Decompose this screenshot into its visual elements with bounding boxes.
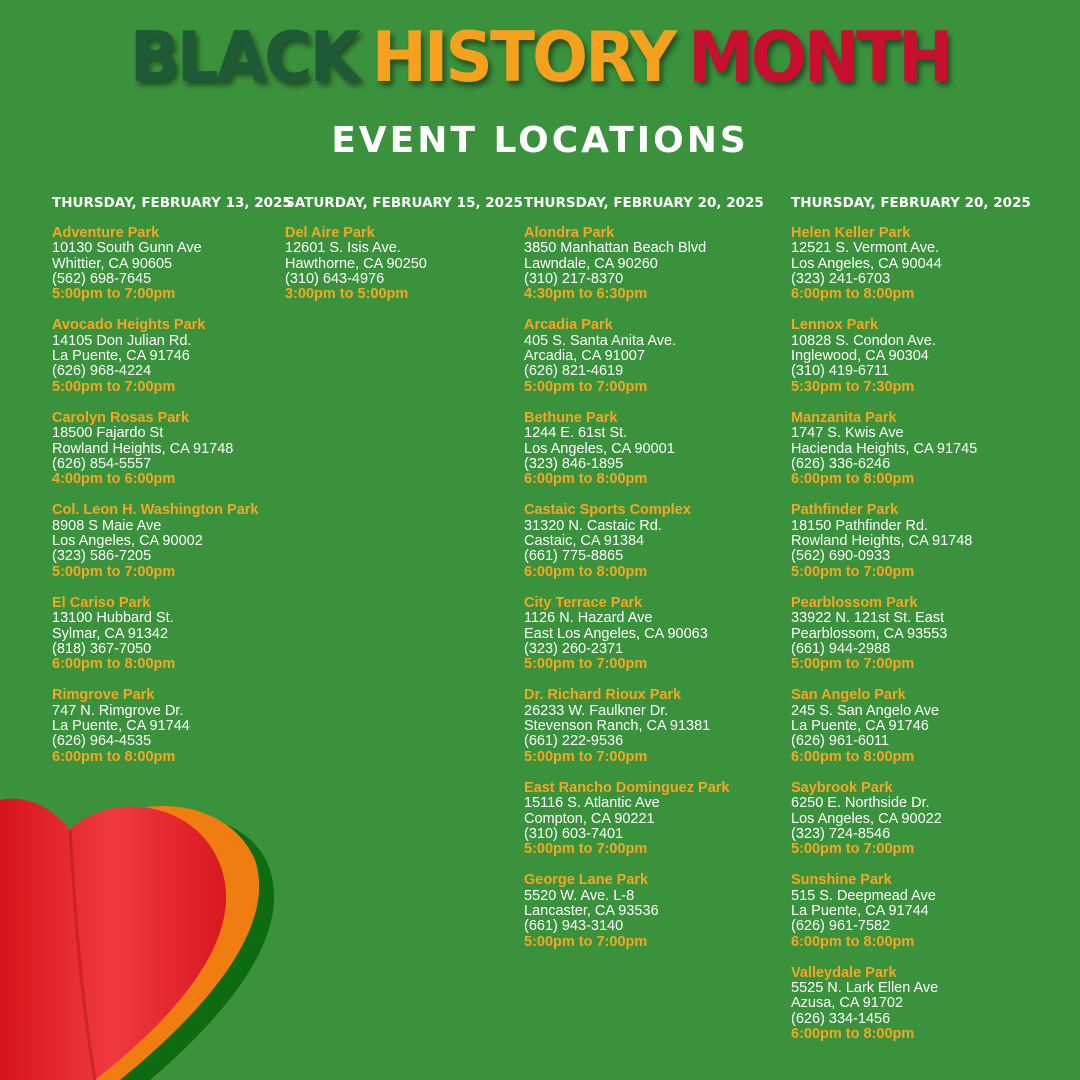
location-entry [524, 226, 764, 302]
location-entry [791, 966, 1031, 1042]
park-phone: (661) 222-9536 [524, 733, 624, 750]
schedule-column-1 [52, 194, 292, 781]
park-name: Manzanita Park [791, 409, 897, 426]
park-name: Rimgrove Park [52, 687, 155, 704]
park-address: 15116 S. Atlantic Ave [524, 795, 660, 812]
location-entry [791, 873, 1031, 949]
park-address: 10130 South Gunn Ave [52, 240, 202, 257]
park-name: Sunshine Park [791, 872, 892, 889]
park-name: Pearblossom Park [791, 594, 918, 611]
park-address: 245 S. San Angelo Ave [791, 702, 940, 719]
park-phone: (323) 241-6703 [791, 270, 891, 287]
park-name: Col. Leon H. Washington Park [52, 502, 259, 519]
location-entry [524, 411, 764, 487]
park-name: San Angelo Park [791, 687, 906, 704]
column-date-heading: THURSDAY, FEBRUARY 20, 2025 [791, 195, 1031, 211]
event-time: 5:00pm to 7:00pm [524, 748, 648, 765]
park-city: Whittier, CA 90605 [52, 255, 173, 272]
event-time: 6:00pm to 8:00pm [791, 1026, 915, 1043]
park-name: Dr. Richard Rioux Park [524, 687, 682, 704]
location-entry [791, 318, 1031, 394]
title-word-month: MONTH [688, 17, 951, 98]
park-phone: (626) 964-4535 [52, 733, 152, 750]
location-entry [52, 503, 292, 579]
park-phone: (661) 775-8865 [524, 548, 624, 565]
park-name: Del Aire Park [285, 225, 375, 241]
park-city: Los Angeles, CA 90001 [524, 440, 675, 457]
park-address: 33922 N. 121st St. East [791, 610, 945, 627]
park-address: 26233 W. Faulkner Dr. [524, 702, 669, 719]
title-word-black: BLACK [129, 17, 358, 98]
event-time: 5:00pm to 7:00pm [791, 841, 915, 858]
park-address: 18500 Fajardo St [52, 425, 164, 442]
event-time: 4:00pm to 6:00pm [52, 471, 176, 488]
park-phone: (310) 643-4976 [285, 270, 385, 287]
schedule-column-4 [791, 194, 1031, 1058]
park-phone: (818) 367-7050 [52, 640, 152, 657]
park-city: Castaic, CA 91384 [524, 533, 645, 550]
event-time: 6:00pm to 8:00pm [791, 471, 915, 488]
event-time: 5:00pm to 7:00pm [791, 563, 915, 580]
location-entry [524, 503, 764, 579]
page-subtitle: EVENT LOCATIONS [331, 120, 749, 161]
park-address: 31320 N. Castaic Rd. [524, 517, 662, 534]
park-city: East Los Angeles, CA 90063 [524, 625, 708, 642]
park-city: Los Angeles, CA 90022 [791, 810, 942, 827]
event-time: 5:00pm to 7:00pm [524, 841, 648, 858]
park-address: 405 S. Santa Anita Ave. [524, 332, 677, 349]
park-city: Pearblossom, CA 93553 [791, 625, 948, 642]
event-time: 5:30pm to 7:30pm [791, 378, 915, 395]
location-entry [524, 688, 764, 764]
event-time: 6:00pm to 8:00pm [52, 748, 176, 765]
park-city: Hacienda Heights, CA 91745 [791, 440, 978, 457]
park-phone: (323) 724-8546 [791, 825, 891, 842]
event-time: 5:00pm to 7:00pm [524, 933, 648, 950]
park-phone: (661) 944-2988 [791, 640, 891, 657]
location-entry [791, 781, 1031, 857]
park-city: La Puente, CA 91744 [52, 718, 190, 735]
park-name: Pathfinder Park [791, 502, 899, 519]
park-name: Valleydale Park [791, 964, 897, 981]
park-city: Rowland Heights, CA 91748 [52, 440, 234, 457]
park-phone: (323) 260-2371 [524, 640, 624, 657]
location-entry [791, 226, 1031, 302]
park-phone: (626) 854-5557 [52, 455, 152, 472]
park-city: Arcadia, CA 91007 [524, 348, 645, 365]
park-name: Castaic Sports Complex [524, 502, 691, 519]
park-name: George Lane Park [524, 872, 649, 889]
event-time: 4:30pm to 6:30pm [524, 286, 648, 303]
park-address: 12521 S. Vermont Ave. [791, 240, 940, 257]
park-name: Arcadia Park [524, 317, 613, 334]
park-address: 14105 Don Julian Rd. [52, 332, 192, 349]
event-time: 5:00pm to 7:00pm [524, 378, 648, 395]
event-time: 6:00pm to 8:00pm [52, 656, 176, 673]
park-address: 12601 S. Isis Ave. [285, 240, 401, 257]
park-name: East Rancho Dominguez Park [524, 779, 730, 796]
schedule-column-3 [524, 194, 764, 966]
location-entry [791, 596, 1031, 672]
park-phone: (626) 821-4619 [524, 363, 624, 380]
park-address: 1126 N. Hazard Ave [524, 610, 653, 627]
column-date-heading: THURSDAY, FEBRUARY 13, 2025 [52, 195, 292, 211]
title-word-history: HISTORY [371, 17, 675, 98]
event-time: 3:00pm to 5:00pm [285, 286, 409, 303]
event-time: 6:00pm to 8:00pm [524, 563, 648, 580]
park-address: 1747 S. Kwis Ave [791, 425, 904, 442]
park-address: 18150 Pathfinder Rd. [791, 517, 929, 534]
event-time: 5:00pm to 7:00pm [52, 378, 176, 395]
event-time: 5:00pm to 7:00pm [52, 286, 176, 303]
park-address: 515 S. Deepmead Ave [791, 887, 936, 904]
park-city: Compton, CA 90221 [524, 810, 655, 827]
park-phone: (626) 968-4224 [52, 363, 152, 380]
column-date-heading: THURSDAY, FEBRUARY 20, 2025 [524, 195, 764, 211]
location-entry [791, 503, 1031, 579]
park-name: Avocado Heights Park [52, 317, 206, 334]
park-phone: (626) 961-6011 [791, 733, 890, 750]
park-phone: (562) 690-0933 [791, 548, 891, 565]
park-phone: (310) 419-6711 [791, 363, 890, 380]
park-address: 10828 S. Condon Ave. [791, 332, 936, 349]
location-entry [524, 596, 764, 672]
location-entry [285, 226, 523, 302]
location-entry [791, 688, 1031, 764]
park-address: 1244 E. 61st St. [524, 425, 628, 442]
park-city: Lancaster, CA 93536 [524, 902, 659, 919]
page-title [0, 16, 1080, 100]
event-time: 6:00pm to 8:00pm [524, 471, 648, 488]
event-time: 6:00pm to 8:00pm [791, 933, 915, 950]
park-name: Adventure Park [52, 225, 160, 241]
park-city: Los Angeles, CA 90002 [52, 533, 203, 550]
location-entry [52, 318, 292, 394]
event-time: 6:00pm to 8:00pm [791, 286, 915, 303]
event-time: 5:00pm to 7:00pm [52, 563, 176, 580]
park-phone: (310) 217-8370 [524, 270, 624, 287]
location-entry [524, 873, 764, 949]
park-address: 5525 N. Lark Ellen Ave [791, 980, 939, 997]
location-entry [52, 411, 292, 487]
park-address: 13100 Hubbard St. [52, 610, 174, 627]
park-phone: (626) 336-6246 [791, 455, 891, 472]
park-phone: (626) 961-7582 [791, 918, 891, 935]
park-address: 747 N. Rimgrove Dr. [52, 702, 184, 719]
park-city: Rowland Heights, CA 91748 [791, 533, 973, 550]
park-name: Lennox Park [791, 317, 879, 334]
park-address: 6250 E. Northside Dr. [791, 795, 930, 812]
park-city: Stevenson Ranch, CA 91381 [524, 718, 711, 735]
park-name: Alondra Park [524, 225, 615, 241]
event-time: 6:00pm to 8:00pm [791, 748, 915, 765]
park-phone: (626) 334-1456 [791, 1010, 891, 1027]
park-city: Los Angeles, CA 90044 [791, 255, 942, 272]
park-city: Sylmar, CA 91342 [52, 625, 169, 642]
park-phone: (562) 698-7645 [52, 270, 152, 287]
park-phone: (310) 603-7401 [524, 825, 624, 842]
park-address: 5520 W. Ave. L-8 [524, 887, 635, 904]
location-entry [524, 318, 764, 394]
park-city: La Puente, CA 91746 [52, 348, 190, 365]
park-address: 8908 S Maie Ave [52, 517, 162, 534]
location-entry [52, 688, 292, 764]
park-city: Hawthorne, CA 90250 [285, 255, 427, 272]
park-name: Bethune Park [524, 409, 618, 426]
event-time: 5:00pm to 7:00pm [791, 656, 915, 673]
location-entry [52, 596, 292, 672]
park-name: City Terrace Park [524, 594, 643, 611]
park-city: Lawndale, CA 90260 [524, 255, 658, 272]
location-entry [524, 781, 764, 857]
event-time: 5:00pm to 7:00pm [524, 656, 648, 673]
park-name: Helen Keller Park [791, 225, 911, 241]
park-address: 3850 Manhattan Beach Blvd [524, 240, 707, 257]
park-phone: (661) 943-3140 [524, 918, 624, 935]
park-name: El Cariso Park [52, 594, 151, 611]
park-phone: (323) 846-1895 [524, 455, 624, 472]
park-city: Inglewood, CA 90304 [791, 348, 929, 365]
park-phone: (323) 586-7205 [52, 548, 152, 565]
park-name: Saybrook Park [791, 779, 893, 796]
park-city: Azusa, CA 91702 [791, 995, 904, 1012]
heart-decoration-icon [0, 790, 300, 1080]
park-city: La Puente, CA 91746 [791, 718, 929, 735]
location-entry [52, 226, 292, 302]
column-date-heading: SATURDAY, FEBRUARY 15, 2025 [285, 195, 523, 211]
schedule-column-2 [285, 194, 523, 318]
park-city: La Puente, CA 91744 [791, 902, 929, 919]
park-name: Carolyn Rosas Park [52, 409, 190, 426]
location-entry [791, 411, 1031, 487]
